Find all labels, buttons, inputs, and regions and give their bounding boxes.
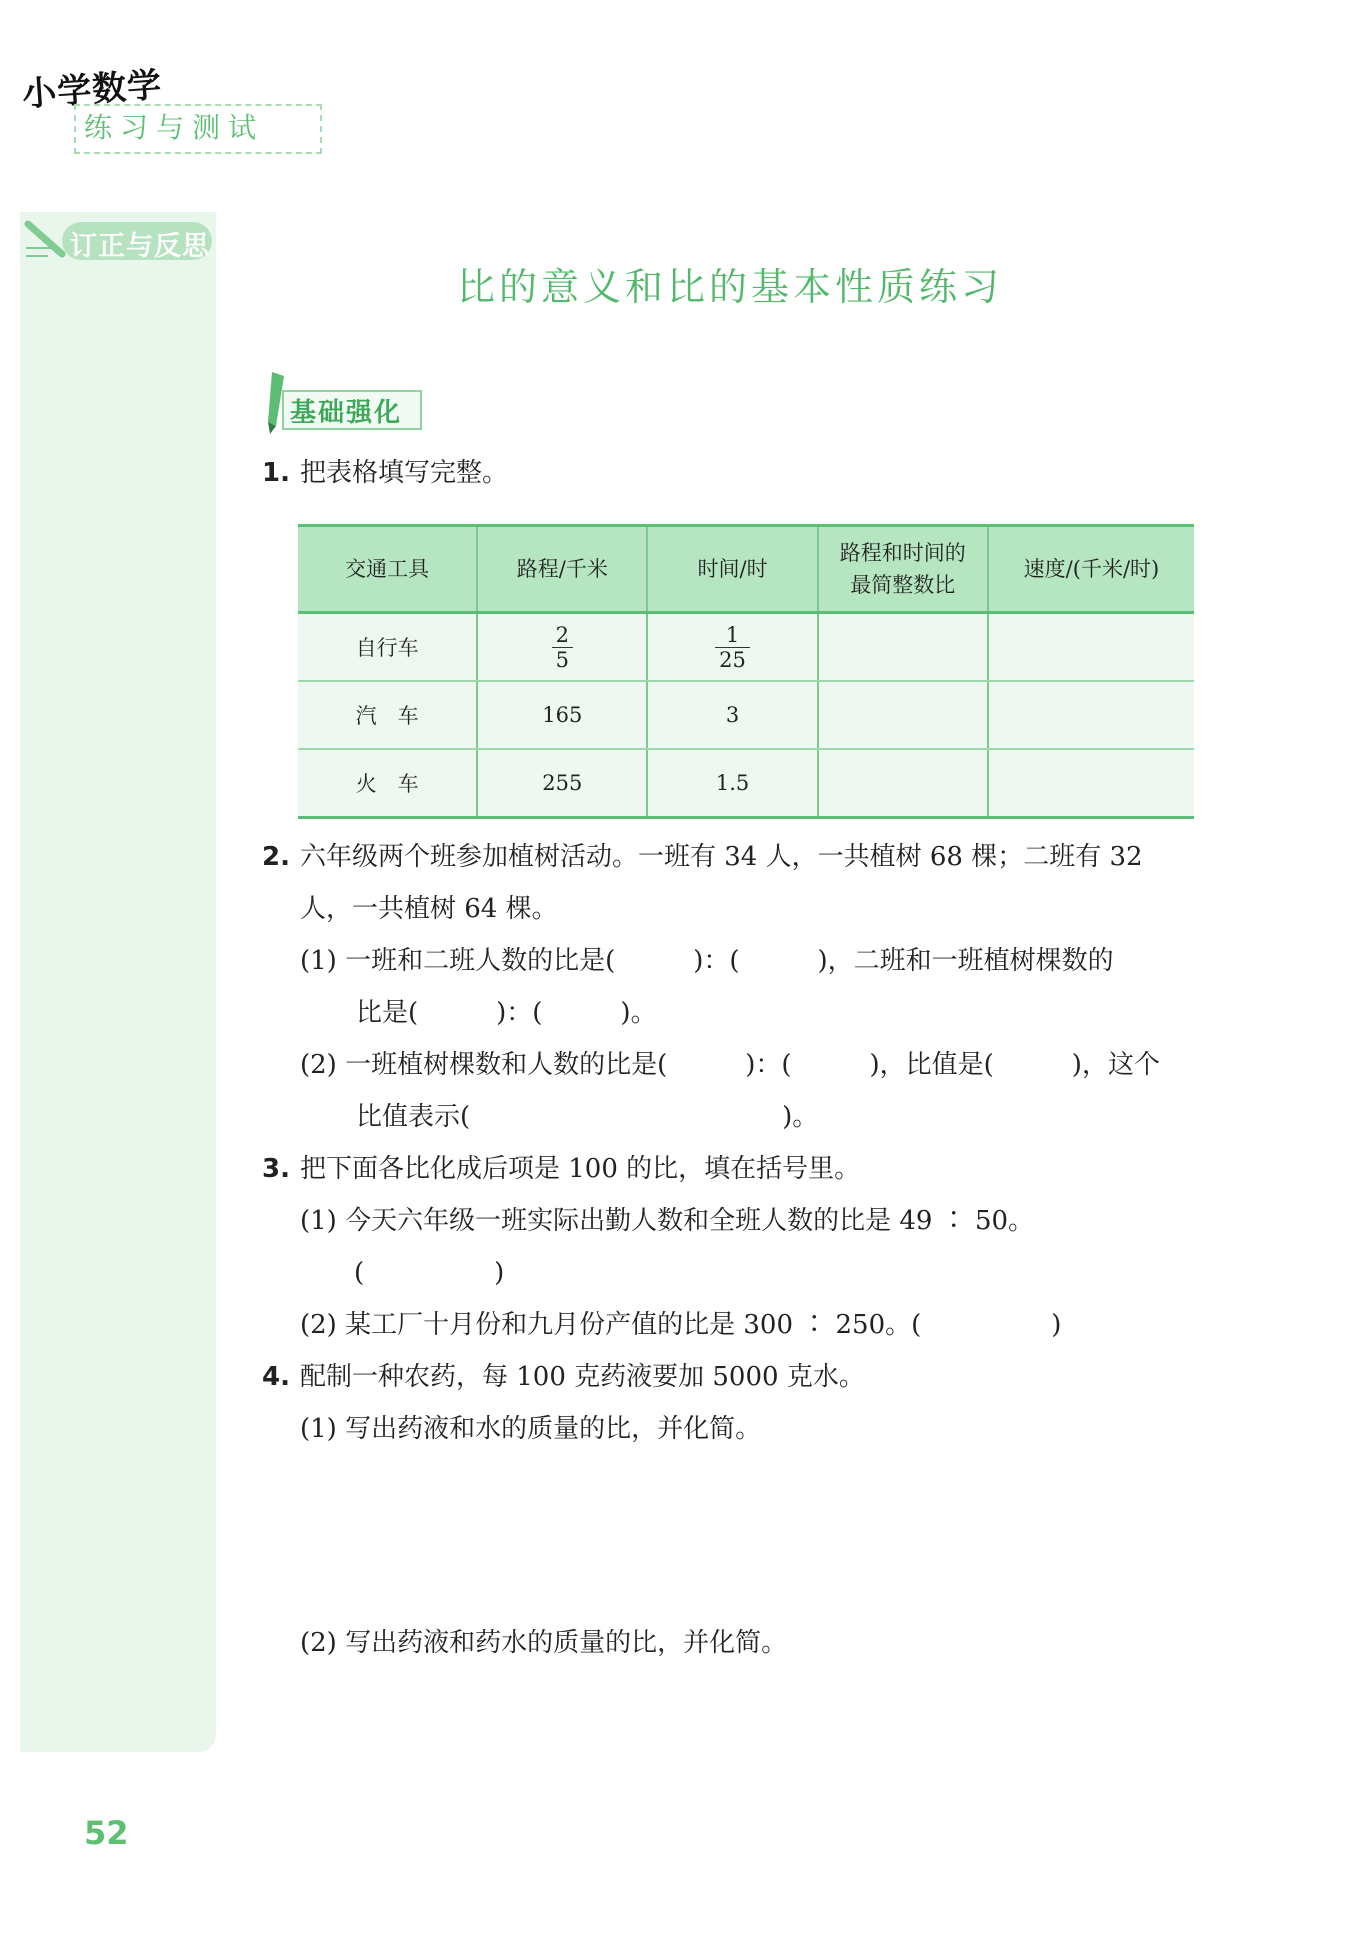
question-number: 2. <box>262 842 290 872</box>
sidebar-tag <box>22 218 218 264</box>
sub-question: (1) 一班和二班人数的比是( )：( )，二班和一班植树棵数的 <box>300 946 1114 976</box>
question-text: 把下面各比化成后项是 100 的比，填在括号里。 <box>299 1154 861 1184</box>
table-cell: 3 <box>647 681 817 749</box>
page-number: 52 <box>84 1814 129 1852</box>
answer-cell[interactable] <box>818 681 988 749</box>
table-header: 交通工具 <box>298 526 477 613</box>
table-header: 速度/(千米/时) <box>988 526 1194 613</box>
table-cell: 165 <box>477 681 647 749</box>
question-number: 3. <box>262 1154 290 1184</box>
book-subtitle: 练习与测试 <box>74 104 322 154</box>
table-header: 路程和时间的 最简整数比 <box>818 526 988 613</box>
table-cell: 255 <box>477 749 647 818</box>
table-row <box>298 681 1194 749</box>
table-cell: $\frac{1}{25}$ <box>647 613 817 682</box>
table-cell: 自行车 <box>298 613 477 682</box>
question-number: 4. <box>262 1362 290 1392</box>
table-header: 时间/时 <box>647 526 817 613</box>
table-row <box>298 613 1194 682</box>
answer-cell[interactable] <box>988 749 1194 818</box>
answer-cell[interactable] <box>988 681 1194 749</box>
sub-question: (2) 一班植树棵数和人数的比是( )：( )，比值是( )，这个 <box>300 1050 1160 1080</box>
table-row <box>298 749 1194 818</box>
sub-question: 比值表示( )。 <box>356 1102 819 1132</box>
question-text: 把表格填写完整。 <box>299 458 508 488</box>
table-cell: $\frac{2}{5}$ <box>477 613 647 682</box>
answer-cell[interactable] <box>818 613 988 682</box>
answer-cell[interactable] <box>818 749 988 818</box>
question-1 <box>262 456 508 490</box>
sub-question: (2) 写出药液和药水的质量的比，并化简。 <box>300 1628 788 1658</box>
question-3 <box>262 1152 860 1186</box>
sub-question: 比是( )：( )。 <box>356 998 657 1028</box>
question-4 <box>262 1360 865 1394</box>
answer-blank[interactable]: ( ) <box>354 1258 505 1288</box>
question-text: 配制一种农药，每 100 克药液要加 5000 克水。 <box>299 1362 865 1392</box>
data-table <box>298 524 1194 819</box>
table-cell: 汽 车 <box>298 681 477 749</box>
sub-question: (1) 写出药液和水的质量的比，并化简。 <box>300 1414 762 1444</box>
question-number: 1. <box>262 458 290 488</box>
sub-question: (1) 今天六年级一班实际出勤人数和全班人数的比是 49 ∶ 50。 <box>300 1206 1035 1236</box>
sub-question: (2) 某工厂十月份和九月份产值的比是 300 ∶ 250。( ) <box>300 1310 1062 1340</box>
book-title: 小学数学 <box>21 65 164 115</box>
page-title: 比的意义和比的基本性质练习 <box>456 265 1003 309</box>
table-header: 路程/千米 <box>477 526 647 613</box>
table-cell: 火 车 <box>298 749 477 818</box>
table-header-row <box>298 526 1194 613</box>
question-text: 六年级两个班参加植树活动。一班有 34 人，一共植树 68 棵；二班有 32 <box>299 842 1143 872</box>
question-2 <box>262 840 1143 874</box>
sidebar-correction-area <box>20 212 216 1752</box>
answer-cell[interactable] <box>988 613 1194 682</box>
sidebar-tag-label: 订正与反思 <box>70 231 210 262</box>
question-text: 人，一共植树 64 棵。 <box>300 894 558 924</box>
section-title: 基础强化 <box>290 398 403 428</box>
table-cell: 1.5 <box>647 749 817 818</box>
